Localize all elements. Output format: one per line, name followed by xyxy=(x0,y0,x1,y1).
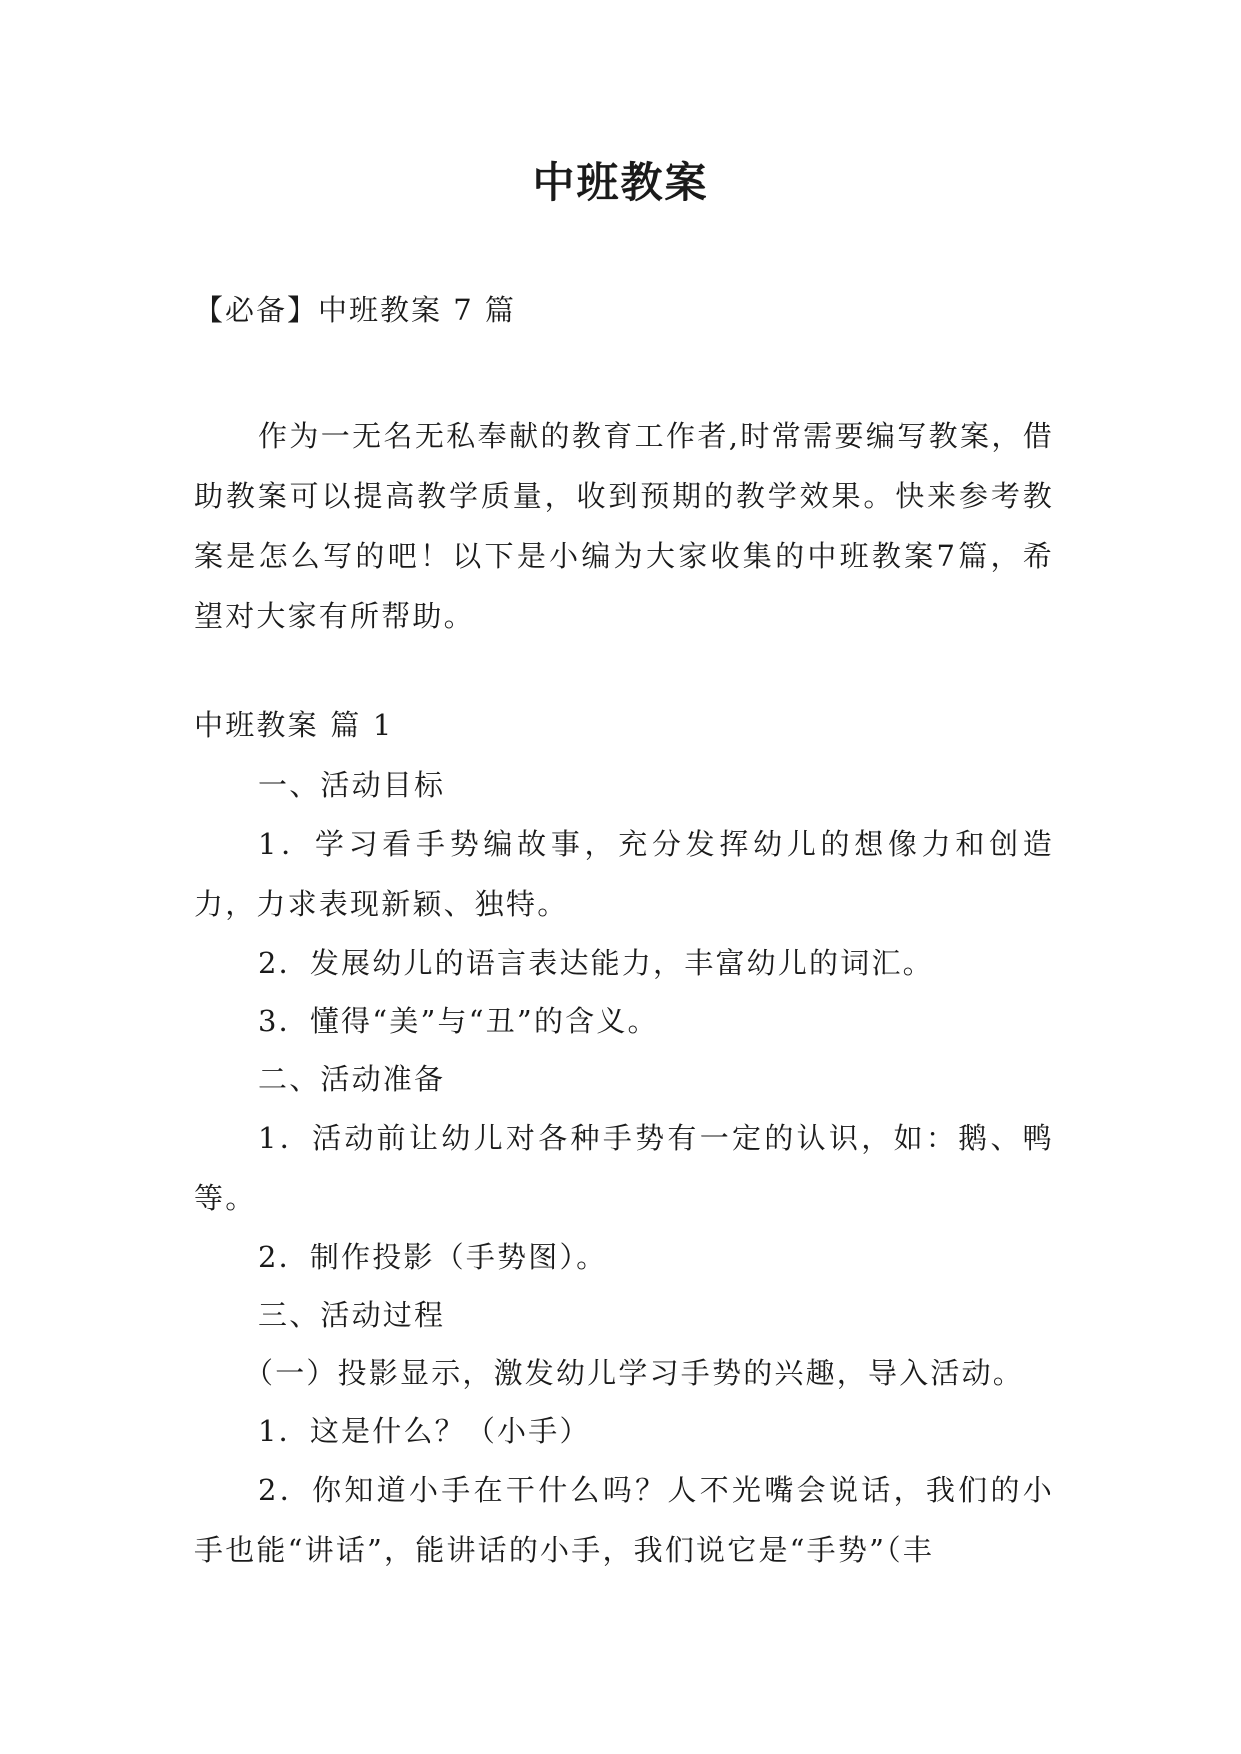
document-title: 中班教案 xyxy=(532,158,709,207)
intro-paragraph: 作为一无名无私奉献的教育工作者,时常需要编写教案，借助教案可以提高教学质量，收到预期的教学效果。快来参考教案是怎么写的吧！以下是小编为大家收集的中班教案7篇，希望对大家有所帮助。 xyxy=(194,419,1054,633)
lesson-content xyxy=(194,694,1054,1580)
heading-activity-goals: 一、活动目标 xyxy=(258,768,446,802)
prep-item-1: 1．活动前让幼儿对各种手势有一定的认识，如：鹅、鸭等。 xyxy=(194,1121,1054,1215)
process-step-1: （一）投影显示，激发幼儿学习手势的兴趣，导入活动。 xyxy=(244,1356,1025,1390)
goal-item-1: 1．学习看手势编故事，充分发挥幼儿的想像力和创造力，力求表现新颖、独特。 xyxy=(194,827,1054,921)
heading-activity-process: 三、活动过程 xyxy=(258,1298,446,1332)
process-item-2: 2．你知道小手在干什么吗？人不光嘴会说话，我们的小手也能“讲话”，能讲话的小手，我们说它是“手势”（丰 xyxy=(194,1473,1054,1567)
section-heading: 中班教案 篇 1 xyxy=(194,708,394,742)
prep-item-2: 2．制作投影（手势图）。 xyxy=(258,1240,608,1274)
goal-item-2: 2．发展幼儿的语言表达能力，丰富幼儿的词汇。 xyxy=(258,946,934,980)
process-item-1: 1．这是什么？（小手） xyxy=(258,1414,591,1448)
document-subtitle: 【必备】中班教案 7 篇 xyxy=(194,293,516,327)
goal-item-3: 3．懂得“美”与“丑”的含义。 xyxy=(258,1004,659,1038)
heading-activity-prep: 二、活动准备 xyxy=(258,1062,446,1096)
